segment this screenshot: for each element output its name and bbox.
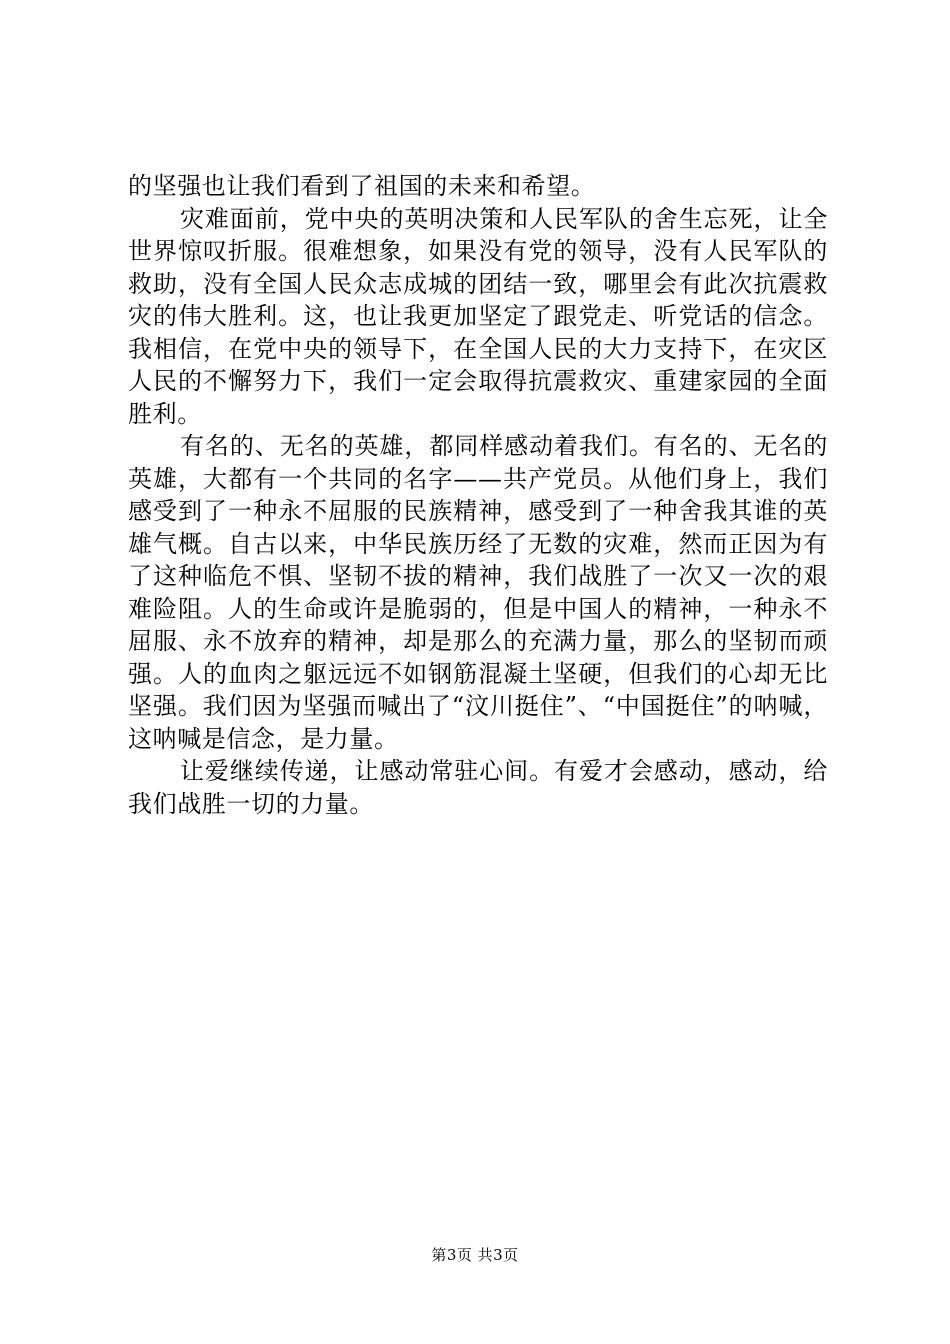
page-number-label: 第3页 共3页 xyxy=(431,1246,519,1264)
paragraph-4: 让爱继续传递，让感动常驻心间。有爱才会感动，感动，给我们战胜一切的力量。 xyxy=(128,757,828,818)
paragraph-2: 灾难面前，党中央的英明决策和人民军队的舍生忘死，让全世界惊叹折服。很难想象，如果没有党的领导，没有人民军队的救助，没有全国人民众志成城的团结一致，哪里会有此次抗震救灾的伟大胜利。这，也让我更加坚定了跟党走、听党话的信念。我相信，在党中央的领导下，在全国人民的大力支持下，在灾区人民的不懈努力下，我们一定会取得抗震救灾、重建家园的全面胜利。 xyxy=(128,204,828,428)
paragraph-3: 有名的、无名的英雄，都同样感动着我们。有名的、无名的英雄，大都有一个共同的名字——共产党员。从他们身上，我们感受到了一种永不屈服的民族精神，感受到了一种舍我其谁的英雄气概。自古以来，中华民族历经了无数的灾难，然而正因为有了这种临危不惧、坚韧不拔的精神，我们战胜了一次又一次的艰难险阻。人的生命或许是脆弱的，但是中国人的精神，一种永不屈服、永不放弃的精神，却是那么的充满力量，那么的坚韧而顽强。人的血肉之躯远远不如钢筋混凝土坚硬，但我们的心却无比坚强。我们因为坚强而喊出了“汶川挺住”、“中国挺住”的呐喊，这呐喊是信念，是力量。 xyxy=(128,432,828,753)
page-footer xyxy=(0,1245,950,1265)
paragraph-1: 的坚强也让我们看到了祖国的未来和希望。 xyxy=(128,172,596,200)
document-body xyxy=(128,170,828,820)
